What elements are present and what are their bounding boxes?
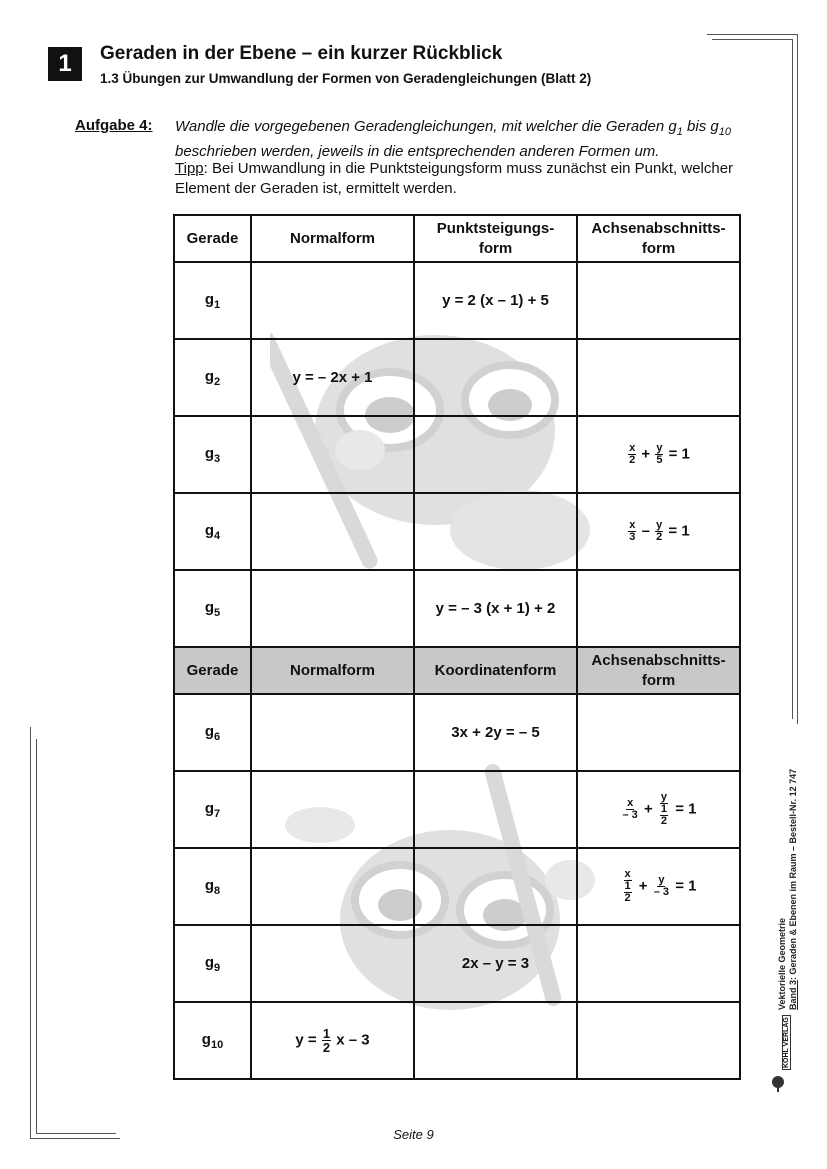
normalform-cell[interactable] <box>251 493 414 570</box>
header-achsenabschnittsform: Achsenabschnitts- form <box>577 215 740 262</box>
koordinatenform-cell[interactable] <box>414 848 577 925</box>
achsenabschnittsform-cell[interactable] <box>577 1002 740 1079</box>
normalform-cell[interactable]: y = $\frac{1}{2}$ x – 3 <box>251 1002 414 1079</box>
achsenabschnittsform-cell[interactable] <box>577 570 740 647</box>
achsenabschnittsform-cell[interactable]: $\frac{x}{- 3}$ + $\frac{y}{\frac{1}{2}}$ = 1 <box>577 771 740 848</box>
achsenabschnittsform-cell[interactable]: $\frac{x}{2}$ + $\frac{y}{5}$ = 1 <box>577 416 740 493</box>
table-header-row <box>174 215 740 262</box>
gerade-cell: $g_3$ <box>174 416 251 493</box>
header-normalform: Normalform <box>251 215 414 262</box>
table-row <box>174 1002 740 1079</box>
equations-table <box>173 214 741 1080</box>
gerade-cell: $g_4$ <box>174 493 251 570</box>
gerade-cell: $g_6$ <box>174 694 251 771</box>
table-row <box>174 262 740 339</box>
frame-bottom-left-v2 <box>36 739 37 1134</box>
table-header-row-2 <box>174 647 740 694</box>
achsenabschnittsform-cell[interactable]: $\frac{x}{3}$ – $\frac{y}{2}$ = 1 <box>577 493 740 570</box>
header-koordinatenform: Koordinatenform <box>414 647 577 694</box>
normalform-cell[interactable]: y = – 2x + 1 <box>251 339 414 416</box>
gerade-cell: $g_{10}$ <box>174 1002 251 1079</box>
header-punktsteigungsform: Punktsteigungs- form <box>414 215 577 262</box>
header-achsenabschnittsform: Achsenabschnitts- form <box>577 647 740 694</box>
publisher-name: KOHL VERLAG <box>783 1017 790 1068</box>
normalform-cell[interactable] <box>251 570 414 647</box>
normalform-cell[interactable] <box>251 848 414 925</box>
achsenabschnittsform-cell[interactable] <box>577 694 740 771</box>
koordinatenform-cell[interactable]: 3x + 2y = – 5 <box>414 694 577 771</box>
achsenabschnittsform-cell[interactable] <box>577 925 740 1002</box>
achsenabschnittsform-cell[interactable] <box>577 339 740 416</box>
normalform-cell[interactable] <box>251 694 414 771</box>
gerade-cell: $g_7$ <box>174 771 251 848</box>
koordinatenform-cell[interactable] <box>414 1002 577 1079</box>
punktsteigungsform-cell[interactable]: y = 2 (x – 1) + 5 <box>414 262 577 339</box>
page-subtitle: 1.3 Übungen zur Umwandlung der Formen von Geradengleichungen (Blatt 2) <box>100 71 592 86</box>
table-row <box>174 771 740 848</box>
achsenabschnittsform-cell[interactable] <box>577 262 740 339</box>
sidebar-publisher-info <box>777 769 799 1010</box>
page-title: Geraden in der Ebene – ein kurzer Rückblick <box>100 43 503 64</box>
normalform-cell[interactable] <box>251 262 414 339</box>
punktsteigungsform-cell[interactable] <box>414 339 577 416</box>
normalform-cell[interactable] <box>251 416 414 493</box>
publisher-logo <box>770 1017 790 1095</box>
punktsteigungsform-cell[interactable]: y = – 3 (x + 1) + 2 <box>414 570 577 647</box>
frame-top-right-v1 <box>797 34 798 724</box>
table-row <box>174 694 740 771</box>
frame-top-right-v2 <box>792 39 793 719</box>
gerade-cell: $g_5$ <box>174 570 251 647</box>
table-row <box>174 925 740 1002</box>
gerade-cell: $g_9$ <box>174 925 251 1002</box>
gerade-cell: $g_1$ <box>174 262 251 339</box>
table-row <box>174 570 740 647</box>
table-row <box>174 416 740 493</box>
normalform-cell[interactable] <box>251 925 414 1002</box>
frame-top-right-h1 <box>707 34 798 35</box>
chapter-number-box: 1 <box>48 47 82 81</box>
header-gerade: Gerade <box>174 647 251 694</box>
table-row <box>174 848 740 925</box>
gerade-cell: $g_8$ <box>174 848 251 925</box>
table-row <box>174 339 740 416</box>
frame-top-right-h2 <box>712 39 792 40</box>
header-normalform: Normalform <box>251 647 414 694</box>
punktsteigungsform-cell[interactable] <box>414 493 577 570</box>
page-number: Seite 9 <box>393 1127 434 1142</box>
table-row <box>174 493 740 570</box>
sidebar-band-info: Band 3: Geraden & Ebenen im Raum – Bestell-Nr. 12 747 <box>788 768 798 1010</box>
gerade-cell: $g_2$ <box>174 339 251 416</box>
task-label: Aufgabe 4: <box>75 117 153 134</box>
koordinatenform-cell[interactable] <box>414 771 577 848</box>
sidebar-series-title: Vektorielle Geometrie <box>777 917 787 1010</box>
normalform-cell[interactable] <box>251 771 414 848</box>
punktsteigungsform-cell[interactable] <box>414 416 577 493</box>
task-tip: Tipp: Bei Umwandlung in die Punktsteigungsform muss zunächst ein Punkt, welcher Element der Geraden ist, ermittelt werden. <box>175 160 734 197</box>
koordinatenform-cell[interactable]: 2x – y = 3 <box>414 925 577 1002</box>
frame-bottom-left-v1 <box>30 727 31 1139</box>
achsenabschnittsform-cell[interactable]: $\frac{x}{\frac{1}{2}}$ + $\frac{y}{- 3}$ = 1 <box>577 848 740 925</box>
task-instruction: Wandle die vorgegebenen Geradengleichungen, mit welcher die Geraden $g_1$ bis $g_{10}$ beschrieben werden, jeweils in die entsprechenden anderen Formen um. <box>175 118 731 160</box>
header-gerade: Gerade <box>174 215 251 262</box>
